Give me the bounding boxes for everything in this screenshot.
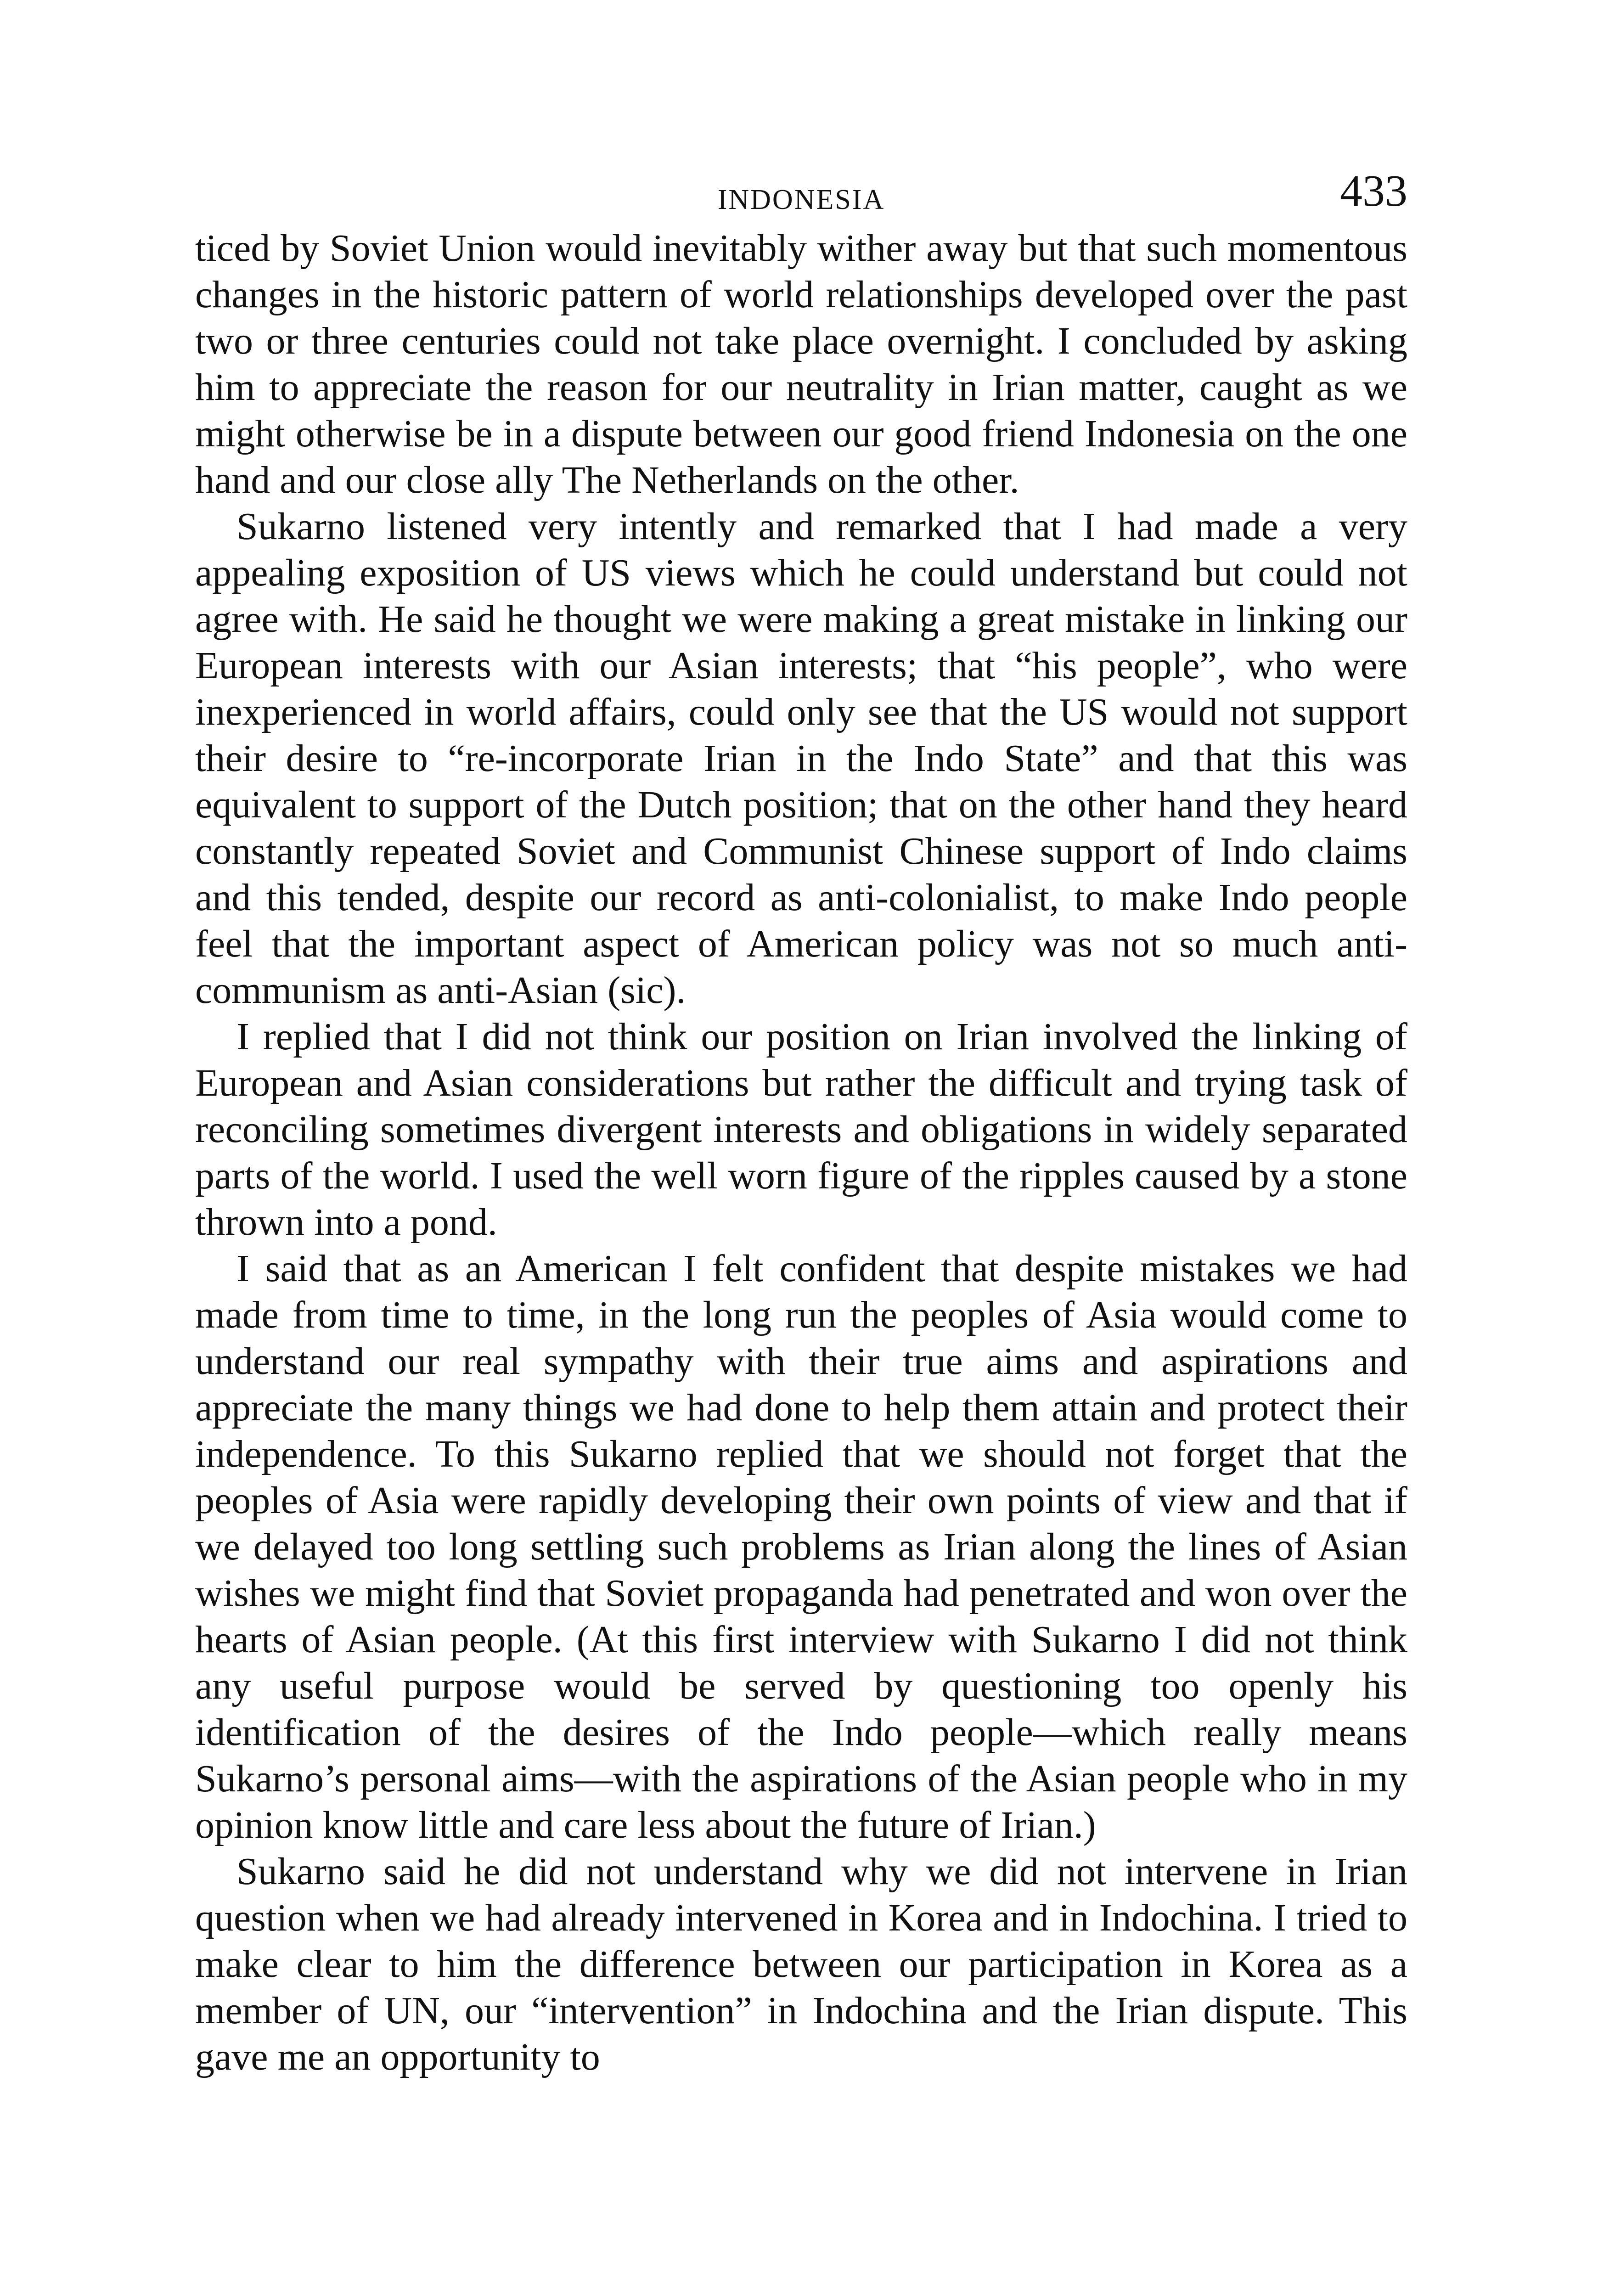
page-number: 433 — [1340, 166, 1407, 216]
running-title: INDONESIA — [717, 184, 885, 215]
document-page — [195, 165, 1407, 2080]
paragraph-5: Sukarno said he did not understand why we did not intervene in Irian question when we had already intervened in Korea and in Indochina. I tried to make clear to him the difference between our participation in Korea as a member of UN, our “intervention” in Indochina and the Irian dispute. This gave me an opportunity to — [195, 1850, 1407, 2078]
running-header — [195, 165, 1407, 225]
paragraph-1: ticed by Soviet Union would inevitably wither away but that such momentous changes in the historic pattern of world relationships developed over the past two or three centuries could not take place overnight. I concluded by asking him to appreciate the reason for our neutrality in Irian matter, caught as we might otherwise be in a dispute between our good friend Indonesia on the one hand and our close ally The Netherlands on the other. — [195, 227, 1407, 501]
paragraph-4: I said that as an American I felt confident that despite mistakes we had made from time to time, in the long run the peoples of Asia would come to understand our real sympathy with their true aims and aspirations and appreciate the many things we had done to help them attain and protect their independence. To this Sukarno replied that we should not forget that the peoples of Asia were rapidly developing their own points of view and that if we delayed too long settling such problems as Irian along the lines of Asian wishes we might find that Soviet propaganda had penetrated and won over the hearts of Asian people. (At this first interview with Sukarno I did not think any useful purpose would be served by questioning too openly his identification of the desires of the Indo people—which really means Sukarno’s personal aims—with the aspirations of the Asian people who in my opinion know little and care less about the future of Irian.) — [195, 1247, 1407, 1846]
body-text — [195, 225, 1407, 2080]
paragraph-2: Sukarno listened very intently and remarked that I had made a very appealing exposition of US views which he could understand but could not agree with. He said he thought we were making a great mistake in linking our European interests with our Asian interests; that “his people”, who were inexperienced in world affairs, could only see that the US would not support their desire to “re-incorporate Irian in the Indo State” and that this was equivalent to support of the Dutch position; that on the other hand they heard constantly repeated Soviet and Communist Chinese support of Indo claims and this tended, despite our record as anti-colonialist, to make Indo people feel that the important aspect of American policy was not so much anti-communism as anti-Asian (sic). — [195, 505, 1407, 1012]
paragraph-3: I replied that I did not think our position on Irian involved the linking of European and Asian considerations but rather the difficult and trying task of reconciling sometimes divergent interests and obligations in widely separated parts of the world. I used the well worn figure of the ripples caused by a stone thrown into a pond. — [195, 1015, 1407, 1244]
